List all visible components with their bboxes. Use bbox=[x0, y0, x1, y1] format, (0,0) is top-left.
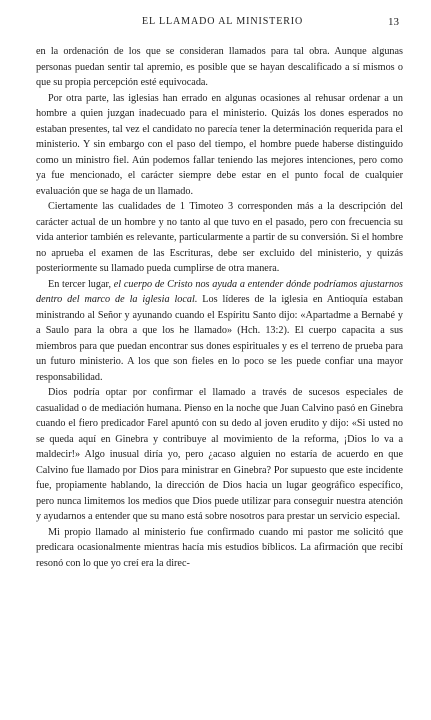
paragraph-rest: Los líderes de la iglesia en Antioquía estaban ministrando al Señor y ayunando cuando el Espíritu Santo dijo: «Apartadme a Bernabé y a Saulo para la obra a que los he llamado» (Hch. 13:2). El cuerpo capacita a sus miembros para que puedan encontrar sus dones espirituales y es el terreno de prueba para un futuro ministerio. A los que son fieles en lo poco se les puede confiar una mayor responsabilidad. bbox=[36, 294, 403, 383]
running-title: EL LLAMADO AL MINISTERIO bbox=[142, 16, 304, 27]
paragraph: Por otra parte, las iglesias han errado en algunas ocasiones al rehusar ordenar a un hombre a quien juzgan inadecuado para el ministerio. Quizás los dones esperados no estaban presentes, tal vez el candidato no parecía tener la determinación requerida para el ministerio. Y sin embargo con el paso del tiempo, el hombre puede haberse distinguido como un ministro fiel. Aún podemos fallar teniendo las mejores intenciones, pero como ya fue mencionado, el carácter siempre debe estar en el punto focal de cualquier evaluación que se haga de un llamado. bbox=[36, 92, 403, 197]
paragraph: en la ordenación de los que se consideran llamados para tal obra. Aunque algunas personas puedan sentir tal apremio, es posible que se hayan descalificado a sí mismos o que su propia percepción esté equivocada. bbox=[36, 46, 403, 88]
page-body bbox=[36, 44, 403, 571]
page-header bbox=[0, 16, 431, 30]
paragraph-emphasis: el cuerpo de Cristo nos ayuda a entender dónde podríamos ajustarnos dentro del marco de la iglesia local. bbox=[36, 278, 403, 305]
paragraph: Ciertamente las cualidades de 1 Timoteo 3 corresponden más a la descripción del carácter actual de un hombre y no tanto al que tuvo en el pasado, pero con frecuencia su vida anterior también es relevante, particularmente a partir de su conversión. Si el hombre no aprueba el examen de las Escrituras, debe ser excluido del ministerio, y quizás posteriormente su llamado pueda cumplirse de otra manera. bbox=[36, 201, 403, 274]
paragraph bbox=[36, 277, 403, 386]
page-number: 13 bbox=[388, 16, 399, 28]
paragraph: Dios podría optar por confirmar el llamado a través de sucesos especiales de casualidad o de mediación humana. Pienso en la noche que Juan Calvino pasó en Ginebra cuando el fiero predicador Farel apuntó con su dedo al joven erudito y dijo: «Si usted no se queda aquí en Ginebra y contribuye al movimiento de la reforma, ¡Dios lo va a maldecir!» Algo inusual diría yo, pero ¿acaso alguien no estaría de acuerdo en que Calvino fue llamado por Dios para ministrar en Ginebra? Por supuesto que este incidente fue, propiamente hablando, la dirección de Dios hacia un lugar geográfico específico, pero nunca limitemos los medios que Dios puede utilizar para conseguir nuestra atención y ayudarnos a entender que su mano está sobre nosotros para prestar un servicio especial. bbox=[36, 387, 403, 522]
paragraph-lead: En tercer lugar, bbox=[48, 278, 114, 290]
paragraph: Mi propio llamado al ministerio fue confirmado cuando mi pastor me solicitó que predicara ocasionalmente mientras hacía mis estudios bíblicos. La afirmación que recibí resonó con lo que yo creí era la direc- bbox=[36, 526, 403, 569]
